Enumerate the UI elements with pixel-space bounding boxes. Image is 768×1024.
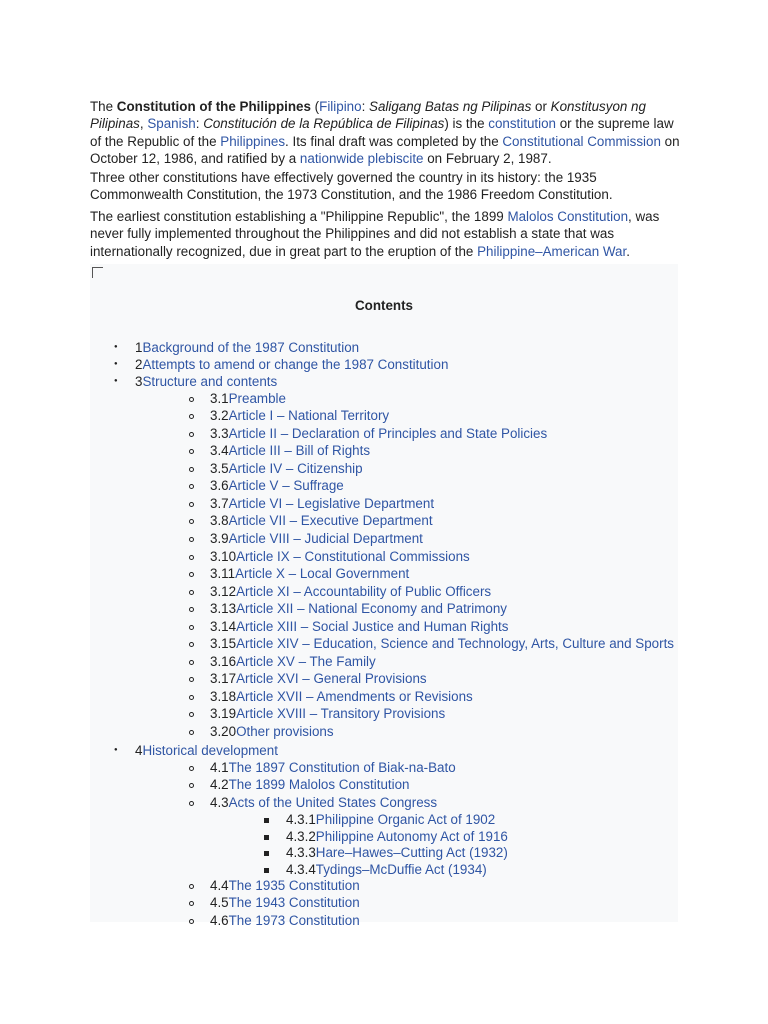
toc-item (210, 531, 423, 547)
square-bullet-icon (264, 818, 269, 823)
toc-item-link[interactable]: Other provisions (236, 724, 334, 739)
toc-item (210, 777, 410, 793)
toc-item-number: 3.1 (210, 391, 229, 406)
toc-item (210, 408, 389, 424)
circle-bullet-icon (189, 555, 194, 560)
toc-item-number: 3.14 (210, 619, 237, 634)
bullet-icon: ● (114, 344, 118, 350)
toc-item-number: 3.20 (210, 724, 237, 739)
circle-bullet-icon (189, 642, 194, 647)
toc-item-number: 4.3 (210, 795, 229, 810)
filipino-name: Saligang Batas ng Pilipinas (369, 99, 532, 114)
toc-item (210, 619, 508, 635)
link-malolos-constitution[interactable]: Malolos Constitution (507, 209, 629, 224)
filipino-name-alt: Konstitusyon ng Pilipinas (90, 99, 646, 132)
text: The (90, 99, 117, 114)
toc-toggle-icon[interactable] (92, 267, 103, 278)
text: The earliest constitution establishing a "Philippine Republic", the 1899 (90, 209, 508, 224)
toc-item-link[interactable]: The 1935 Constitution (228, 878, 360, 893)
toc-item (210, 895, 360, 911)
circle-bullet-icon (189, 801, 194, 806)
link-constitution[interactable]: constitution (488, 116, 557, 132)
circle-bullet-icon (189, 590, 194, 595)
toc-item (135, 374, 277, 390)
link-constitutional-commission[interactable]: Constitutional Commission (502, 133, 661, 149)
toc-item (210, 566, 409, 582)
toc-item-number: 3.15 (210, 636, 237, 651)
toc-item (210, 426, 547, 442)
circle-bullet-icon (189, 432, 194, 437)
toc-item-link[interactable]: The 1899 Malolos Constitution (228, 777, 410, 792)
toc-item-link[interactable]: Article VI – Legislative Department (228, 496, 435, 511)
toc-item-link[interactable]: Structure and contents (142, 374, 278, 389)
circle-bullet-icon (189, 625, 194, 630)
toc-item-link[interactable]: Article IV – Citizenship (228, 461, 363, 476)
circle-bullet-icon (189, 766, 194, 771)
toc-item-link[interactable]: Hare–Hawes–Cutting Act (1932) (315, 845, 508, 860)
toc-item-number: 4.3.2 (286, 829, 316, 844)
toc-item (210, 760, 456, 776)
toc-item (210, 689, 473, 705)
toc-item (210, 391, 286, 407)
toc-item (210, 671, 427, 687)
toc-item-link[interactable]: The 1973 Constitution (228, 913, 360, 928)
toc-item-link[interactable]: Article XI – Accountability of Public Officers (236, 584, 492, 599)
circle-bullet-icon (189, 537, 194, 542)
toc-item-link[interactable]: Article V – Suffrage (228, 478, 344, 493)
toc-item-number: 3.2 (210, 408, 229, 423)
link-filipino[interactable]: Filipino (319, 99, 362, 114)
toc-item (210, 724, 334, 740)
intro-paragraph-2: Three other constitutions have effectively governed the country in its history: the 1935 Commonwealth Constitution, the 1973 Constitution, and the 1986 Freedom Constitution. (90, 170, 613, 203)
toc-item-link[interactable]: Background of the 1987 Constitution (142, 340, 360, 355)
text: ) is the (444, 116, 489, 132)
toc-item (135, 743, 278, 759)
toc-item-number: 4.3.3 (286, 845, 316, 860)
toc-item-link[interactable]: The 1943 Constitution (228, 895, 360, 910)
circle-bullet-icon (189, 712, 194, 717)
bullet-icon: ● (114, 361, 118, 367)
toc-item (210, 706, 445, 722)
toc-item-link[interactable]: Article XVIII – Transitory Provisions (236, 706, 446, 721)
toc-item-link[interactable]: Article VIII – Judicial Department (228, 531, 423, 546)
toc-item (210, 443, 370, 459)
toc-item-link[interactable]: Article XVII – Amendments or Revisions (236, 689, 473, 704)
toc-item-number: 1 (135, 340, 143, 355)
text: , (139, 116, 148, 132)
toc-item (210, 636, 674, 652)
toc-item-number: 2 (135, 357, 143, 372)
toc-item-number: 3.3 (210, 426, 229, 441)
toc-item-link[interactable]: Article VII – Executive Department (228, 513, 433, 528)
circle-bullet-icon (189, 901, 194, 906)
toc-item-link[interactable]: Tydings–McDuffie Act (1934) (315, 862, 487, 877)
circle-bullet-icon (189, 884, 194, 889)
toc-item-number: 4.6 (210, 913, 229, 928)
toc-item (135, 340, 359, 356)
toc-item (210, 549, 470, 565)
toc-item-number: 4 (135, 743, 143, 758)
toc-item-number: 3.10 (210, 549, 237, 564)
intro-paragraph-3 (90, 208, 680, 260)
toc-item (210, 584, 491, 600)
toc-item-link[interactable]: Article XV – The Family (236, 654, 376, 669)
toc-item-number: 3.11 (210, 566, 236, 581)
toc-item-link[interactable]: Article X – Local Government (235, 566, 410, 581)
article-subject: Constitution of the Philippines (116, 99, 311, 114)
toc-item-number: 4.3.1 (286, 812, 316, 827)
toc-item (210, 654, 376, 670)
square-bullet-icon (264, 851, 269, 856)
toc-item-link[interactable]: Philippine Organic Act of 1902 (315, 812, 496, 827)
toc-item-link[interactable]: Article III – Bill of Rights (228, 443, 371, 458)
link-spanish[interactable]: Spanish (147, 116, 196, 132)
circle-bullet-icon (189, 397, 194, 402)
toc-item-number: 4.4 (210, 878, 229, 893)
toc-item (210, 496, 434, 512)
text: . Its final draft was completed by the (285, 133, 503, 149)
link-philippines[interactable]: Philippines (220, 133, 286, 149)
spanish-name: Constitución de la República de Filipinas (203, 116, 445, 132)
circle-bullet-icon (189, 449, 194, 454)
toc-item (286, 845, 508, 861)
toc-item-link[interactable]: Preamble (228, 391, 286, 406)
toc-item-number: 3.9 (210, 531, 229, 546)
toc-item (135, 357, 448, 373)
toc-item-link[interactable]: Article XIV – Education, Science and Technology, Arts, Culture and Sports (236, 636, 674, 651)
toc-item-link[interactable]: Article XII – National Economy and Patrimony (236, 601, 507, 616)
toc-item-number: 4.2 (210, 777, 229, 792)
toc-item (210, 878, 360, 894)
text: on February 2, 1987. (423, 151, 552, 167)
toc-item-number: 3.17 (210, 671, 237, 686)
toc-item-link[interactable]: Article II – Declaration of Principles and State Policies (228, 426, 548, 441)
toc-item-number: 3.13 (210, 601, 237, 616)
text: ( (310, 99, 320, 114)
circle-bullet-icon (189, 467, 194, 472)
circle-bullet-icon (189, 572, 194, 577)
square-bullet-icon (264, 835, 269, 840)
toc-item (210, 601, 507, 617)
toc-item-number: 4.1 (210, 760, 229, 775)
toc-item-number: 3.6 (210, 478, 229, 493)
toc-item-link[interactable]: The 1897 Constitution of Biak-na-Bato (228, 760, 456, 775)
link-philippine-american-war[interactable]: Philippine–American War (477, 243, 627, 259)
link-nationwide-plebiscite[interactable]: nationwide plebiscite (299, 151, 424, 167)
intro-paragraph-1 (90, 98, 680, 168)
circle-bullet-icon (189, 919, 194, 924)
bullet-icon: ● (114, 747, 118, 753)
toc-item-number: 3.8 (210, 513, 229, 528)
circle-bullet-icon (189, 660, 194, 665)
toc-item-number: 3.7 (210, 496, 229, 511)
circle-bullet-icon (189, 677, 194, 682)
text: , was never fully implemented throughout the Philippines and did not establish a state that was internationally recognized, due in great part to the eruption of the (90, 209, 660, 259)
toc-item-number: 3.12 (210, 584, 237, 599)
toc-item-number: 4.3.4 (286, 862, 316, 877)
toc-item-number: 3.4 (210, 443, 229, 458)
toc-item-link[interactable]: Article I – National Territory (228, 408, 390, 423)
bullet-icon: ● (114, 378, 118, 384)
toc-item-number: 3 (135, 374, 143, 389)
circle-bullet-icon (189, 484, 194, 489)
toc-item (210, 478, 344, 494)
text: on October 12, 1986, and ratified by a (90, 133, 680, 167)
text: or the supreme law of the Republic of the (90, 116, 674, 149)
circle-bullet-icon (189, 695, 194, 700)
text: : (195, 116, 204, 132)
toc-item-number: 3.5 (210, 461, 229, 476)
toc-item (286, 829, 508, 845)
toc-item (210, 913, 360, 929)
toc-item-link[interactable]: Article XIII – Social Justice and Human Rights (236, 619, 509, 634)
text: : (361, 99, 370, 114)
toc-item-number: 3.19 (210, 706, 237, 721)
toc-item-link[interactable]: Philippine Autonomy Act of 1916 (315, 829, 508, 844)
toc-item (286, 862, 487, 878)
toc-item (210, 461, 363, 477)
circle-bullet-icon (189, 607, 194, 612)
text: or (531, 99, 551, 114)
toc-item (210, 513, 433, 529)
toc-item-link[interactable]: Historical development (142, 743, 278, 758)
circle-bullet-icon (189, 730, 194, 735)
toc-item-number: 3.16 (210, 654, 237, 669)
circle-bullet-icon (189, 783, 194, 788)
toc-item-number: 4.5 (210, 895, 229, 910)
toc-item-link[interactable]: Article XVI – General Provisions (236, 671, 427, 686)
square-bullet-icon (264, 868, 269, 873)
toc-title: Contents (354, 298, 414, 313)
circle-bullet-icon (189, 519, 194, 524)
toc-item-number: 3.18 (210, 689, 237, 704)
toc-item-link[interactable]: Attempts to amend or change the 1987 Constitution (142, 357, 449, 372)
text: . (626, 243, 630, 259)
toc-item-link[interactable]: Article IX – Constitutional Commissions (236, 549, 470, 564)
toc-item (286, 812, 495, 828)
toc-item (210, 795, 437, 811)
circle-bullet-icon (189, 414, 194, 419)
circle-bullet-icon (189, 502, 194, 507)
toc-item-link[interactable]: Acts of the United States Congress (228, 795, 438, 810)
